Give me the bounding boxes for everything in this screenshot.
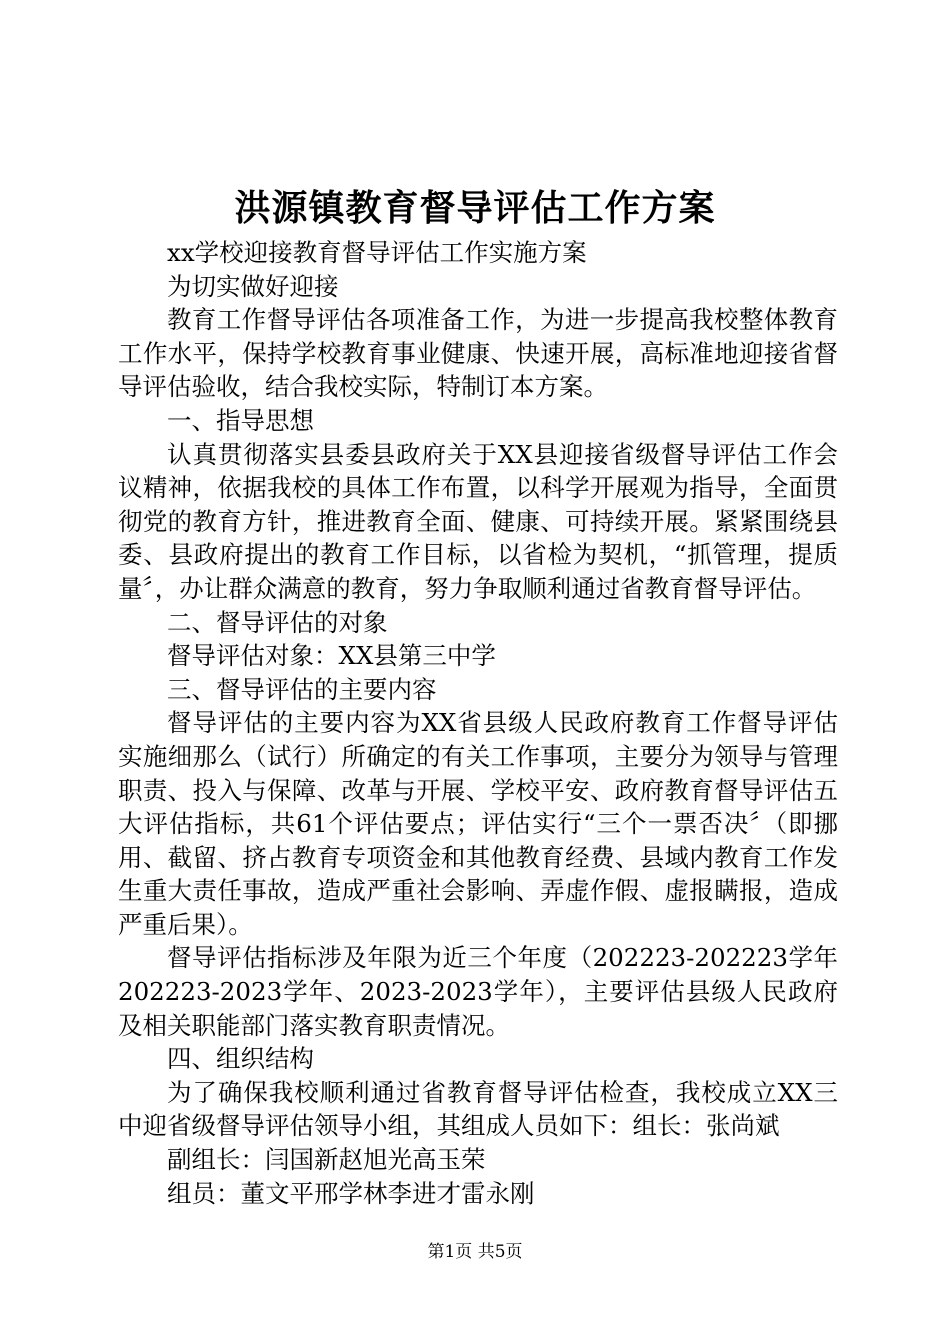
page-number: 第1页 共5页	[427, 1242, 523, 1262]
paragraph-vice-leaders: 副组长：闫国新赵旭光高玉荣	[167, 1145, 486, 1175]
section-heading-target: 二、督导评估的对象	[167, 607, 388, 637]
paragraph-target: 督导评估对象：XX县第三中学	[167, 641, 496, 671]
paragraph-content: 督导评估的主要内容为XX省县级人民政府教育工作督导评估实施细那么（试行）所确定的有关工作事项，主要分为领导与管理职责、投入与保障、改革与开展、学校平安、政府教育督导评估五大评估指标，共61个评估要点；评估实行“三个一票否决〞（即挪用、截留、挤占教育专项资金和其他教育经费、县域内教育工作发生重大责任事故，造成严重社会影响、弄虚作假、虚报瞒报，造成严重后果）。	[118, 708, 838, 939]
paragraph-organization: 为了确保我校顺利通过省教育督导评估检查，我校成立XX三中迎省级督导评估领导小组，其组成人员如下：组长：张尚斌	[118, 1077, 838, 1141]
paragraph-intro: 教育工作督导评估各项准备工作，为进一步提高我校整体教育工作水平，保持学校教育事业健康、快速开展，高标准地迎接省督导评估验收，结合我校实际，特制订本方案。	[118, 305, 838, 402]
paragraph-subtitle: xx学校迎接教育督导评估工作实施方案	[167, 238, 587, 267]
section-heading-content: 三、督导评估的主要内容	[167, 674, 437, 704]
paragraph-members: 组员：董文平邢学林李进才雷永刚	[167, 1178, 535, 1208]
paragraph-years: 督导评估指标涉及年限为近三个年度（202223-202223学年202223-2023学年、2023-2023学年），主要评估县级人民政府及相关职能部门落实教育职责情况。	[118, 943, 838, 1040]
section-heading-guiding-thought: 一、指导思想	[167, 405, 314, 435]
paragraph-intro-lead: 为切实做好迎接	[167, 271, 339, 301]
document-title: 洪源镇教育督导评估工作方案	[234, 187, 716, 229]
section-heading-organization: 四、组织结构	[167, 1044, 314, 1074]
paragraph-guiding-thought: 认真贯彻落实县委县政府关于XX县迎接省级督导评估工作会议精神，依据我校的具体工作布置，以科学开展观为指导，全面贯彻党的教育方针，推进教育全面、健康、可持续开展。紧紧围绕县委、县政府提出的教育工作目标，以省检为契机，“抓管理，提质量〞，办让群众满意的教育，努力争取顺利通过省教育督导评估。	[118, 439, 838, 603]
document-body	[118, 236, 838, 1210]
